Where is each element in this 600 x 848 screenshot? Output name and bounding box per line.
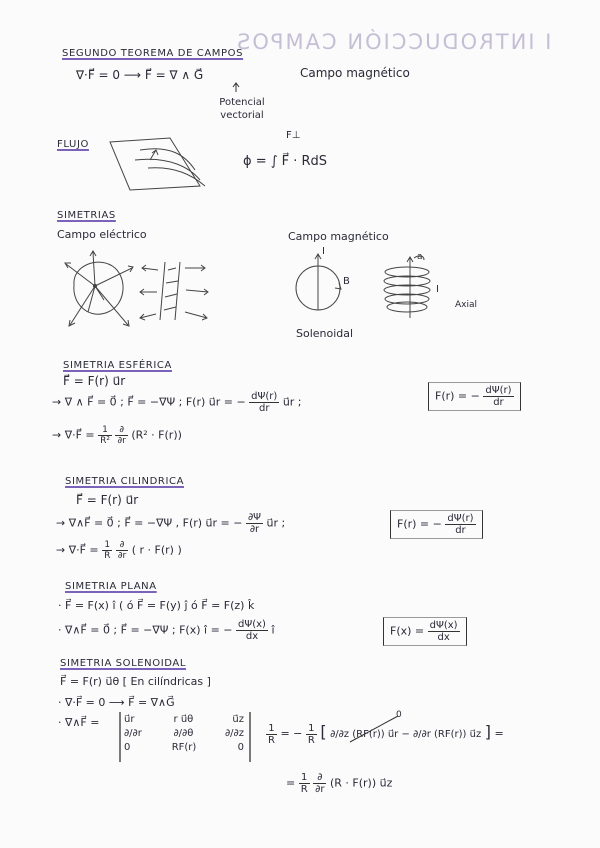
heading-simetria-cilindrica: SIMETRIA CILINDRICA [65,476,185,487]
frac-num: ∂ [115,425,127,436]
frac-den: R [268,734,275,746]
campo-electrico-label: Campo eléctrico [57,228,147,241]
spherical-field-icon [65,251,133,326]
potencial-arrow-icon [233,83,239,92]
solenoidal-line3: · ∇∧F⃗ = [58,716,100,729]
plana-line1: · F⃗ = F(x) î ( ó F⃗ = F(y) ĵ ó F⃗ = F(z) k̂ [58,599,255,612]
frac-den: ∂r [117,551,127,561]
current-label-i2: I [436,284,439,295]
frac-den: dr [455,525,466,536]
solenoidal-label: Solenoidal [296,327,354,340]
matrix-cell: RF(r) [171,742,197,753]
heading-segundo-teorema: SEGUNDO TEOREMA DE CAMPOS [62,48,244,59]
teorema-equation: ∇·F⃗ = 0 ⟶ F⃗ = ∇ ∧ G⃗ [76,68,204,82]
frac-den: dx [437,632,450,643]
frac-den: R [104,551,111,561]
axial-coil-icon [384,256,430,318]
frac-num: 1 [102,540,112,551]
frac-num: dΨ(r) [251,391,278,402]
heading-flujo: FLUJO [57,139,89,150]
matrix-cell: ∂/∂θ [173,728,194,739]
frac-den: R [307,734,315,746]
campo-magnetico-label: Campo magnético [288,230,389,243]
cilindrica-line1: F⃗ = F(r) u⃗r [76,493,139,507]
label-a: a [417,252,423,262]
frac-num: 1 [299,772,310,784]
eq-minus: = − [280,727,303,740]
frac-den: ∂r [117,436,126,446]
heading-simetria-esferica: SIMETRIA ESFÉRICA [63,360,172,371]
frac-num: 1 [98,425,112,436]
matrix-cell: 0 [237,742,244,753]
box-lhs: F(r) = − [435,389,480,403]
frac-num: dΨ(x) [429,620,458,631]
heading-simetrias: SIMETRIAS [57,210,116,221]
frac-den: dr [259,403,270,414]
heading-simetria-solenoidal: SIMETRIA SOLENOIDAL [60,658,187,669]
plana-line2-tail: î [271,623,275,637]
matrix-cell: 0 [124,742,131,753]
matrix-cell: u⃗z [232,714,244,725]
cilindrica-line2-tail: u⃗r ; [266,516,286,530]
esferica-line1: F⃗ = F(r) u⃗r [63,374,126,388]
cilindrica-line3-tail: ( r · F(r) ) [131,543,182,557]
current-label-i: I [322,246,325,257]
matrix-cell: ∂/∂z [225,728,244,739]
matrix-cell: ∂/∂r [124,728,142,739]
flujo-f-label: F⊥ [286,130,301,141]
frac-num: 1 [266,723,277,735]
frac-den: R [300,784,308,795]
bracket-close: ] [484,722,491,741]
potencial-vectorial-note: Potencial vectorial [219,97,265,121]
frac-num: dΨ(x) [238,619,266,630]
final-equals: = [286,776,296,790]
teorema-note: Campo magnético [300,66,410,80]
final-tail: (R · F(r)) u⃗z [329,776,393,790]
frac-den: dr [493,397,504,408]
flux-surface-icon [110,138,205,190]
solenoidal-line2: · ∇·F⃗ = 0 ⟶ F⃗ = ∇∧G⃗ [58,696,175,709]
cilindrica-line2-text: → ∇∧F⃗ = 0⃗ ; F⃗ = −∇Ψ , F(r) u⃗r = − [56,516,243,530]
plana-line2-text: · ∇∧F⃗ = 0⃗ ; F⃗ = −∇Ψ ; F(x) î = − [58,623,233,637]
box-lhs: F(x) = [390,624,428,638]
cancel-stroke-icon [350,716,398,742]
box-lhs: F(r) = − [397,517,442,531]
esferica-line3-tail: (R² · F(r)) [131,428,182,442]
solenoidal-field-icon [296,254,341,310]
bracket-open: [ [320,722,327,741]
cancel-zero: 0 [396,710,402,720]
cylindrical-field-icon [140,262,208,320]
solenoidal-line1: F⃗ = F(r) u⃗θ [ En cilíndricas ] [60,675,211,688]
matrix-cell: r u⃗θ [173,714,194,725]
frac-num: dΨ(r) [485,385,512,396]
esferica-line2-text: → ∇ ∧ F⃗ = 0⃗ ; F⃗ = −∇Ψ ; F(r) u⃗r = − [52,395,246,409]
frac-num: dΨ(r) [447,513,474,524]
frac-den: R² [100,436,110,446]
frac-num: ∂ [313,772,326,784]
frac-num: 1 [306,723,317,735]
field-label-b: B [343,276,350,287]
frac-den: dx [245,631,259,642]
flujo-equation: ϕ = ∫ F⃗ · RdS [243,154,328,169]
cilindrica-line3-text: → ∇·F⃗ = [56,543,103,557]
frac-den: ∂r [315,784,325,795]
esferica-line3-text: → ∇·F⃗ = [52,428,99,442]
esferica-line2-tail: u⃗r ; [282,395,302,409]
heading-simetria-plana: SIMETRIA PLANA [65,581,157,592]
eq-equals: = [494,727,504,740]
axial-label: Axial [455,300,477,310]
frac-den: ∂r [249,524,260,535]
eq-body: ∂/∂z (RF(r)) u⃗r − ∂/∂r (RF(r)) u⃗z [330,729,482,740]
page-title: I INTRODUCCIÓN CAMPOS [235,30,552,54]
frac-num: ∂ [116,540,128,551]
frac-num: ∂Ψ [247,512,262,523]
matrix-cell: u⃗r [124,714,135,725]
